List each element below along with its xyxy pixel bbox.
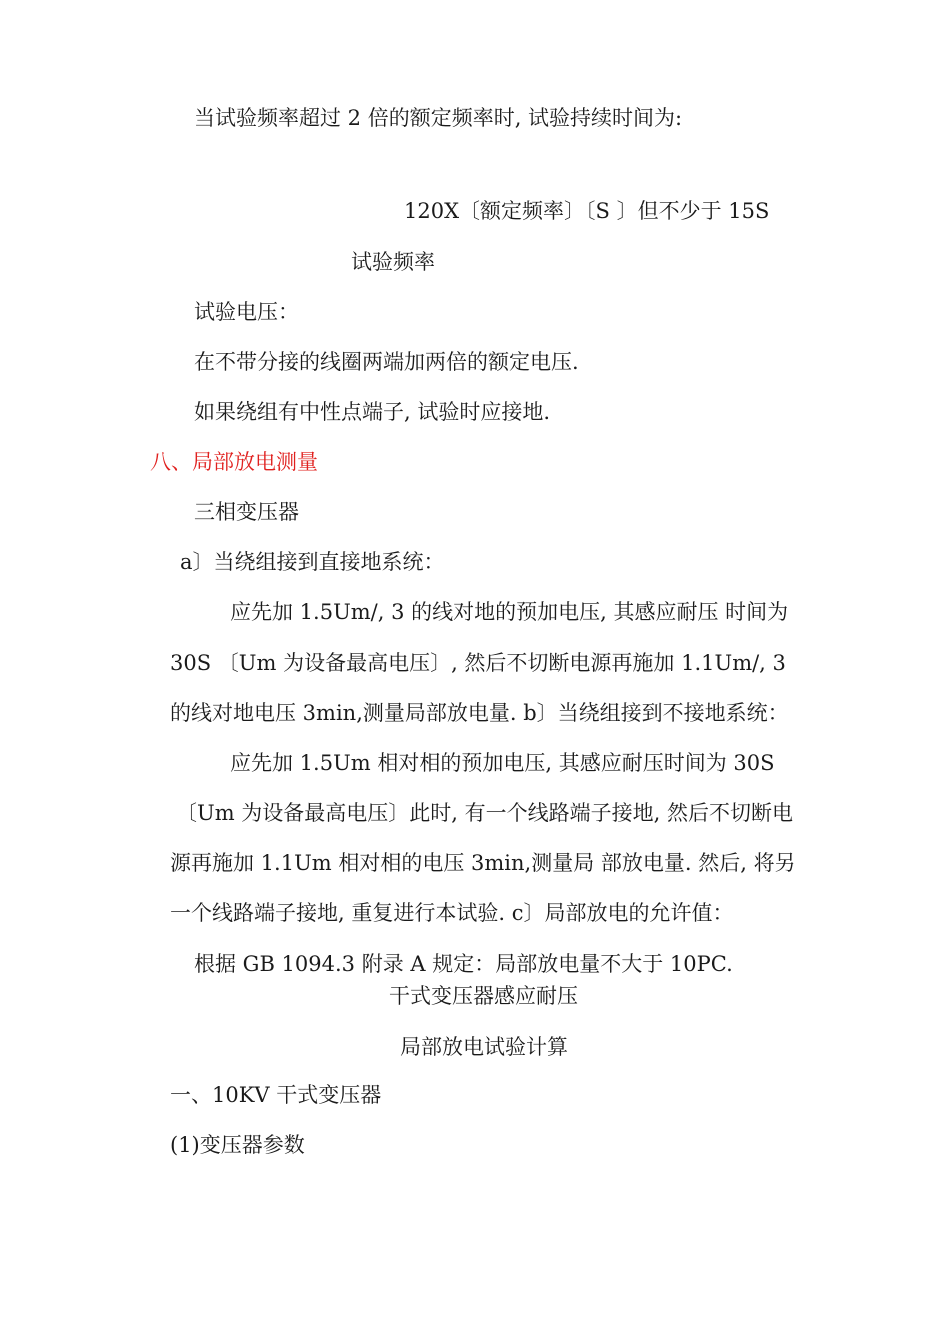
text-line: 试验电压： <box>194 300 299 324</box>
paragraph-line: 〔Um 为设备最高电压〕此时, 有一个线路端子接地, 然后不切断电 <box>176 801 793 825</box>
text-line: 根据 GB 1094.3 附录 A 规定：局部放电量不大于 10PC. <box>194 952 733 976</box>
paragraph-line: 应先加 1.5Um/, 3 的线对地的预加电压, 其感应耐压 时间为 <box>230 600 789 624</box>
text-line: 在不带分接的线圈两端加两倍的额定电压. <box>194 350 579 374</box>
section-heading: 八、局部放电测量 <box>150 450 318 474</box>
paragraph-line: 30S 〔Um 为设备最高电压〕, 然后不切断电源再施加 1.1Um/, 3 <box>170 651 786 675</box>
subtitle: 干式变压器感应耐压 <box>389 984 578 1008</box>
formula-line: 120X〔额定频率〕〔S 〕但不少于 15S <box>404 199 770 223</box>
paragraph-line: 的线对地电压 3min,测量局部放电量. b〕当绕组接到不接地系统： <box>170 701 789 725</box>
text-line: 如果绕组有中性点端子, 试验时应接地. <box>194 400 551 424</box>
subsection-heading: (1)变压器参数 <box>170 1133 305 1157</box>
subtitle: 局部放电试验计算 <box>400 1035 568 1059</box>
paragraph-line: 一个线路端子接地, 重复进行本试验. c〕局部放电的允许值： <box>170 901 734 925</box>
formula-denominator: 试验频率 <box>351 250 435 274</box>
paragraph-line: 应先加 1.5Um 相对相的预加电压, 其感应耐压时间为 30S <box>230 751 775 775</box>
text-line: 三相变压器 <box>194 500 299 524</box>
text-line: 当试验频率超过 2 倍的额定频率时, 试验持续时间为: <box>194 106 683 130</box>
section-heading: 一、10KV 干式变压器 <box>170 1083 382 1107</box>
text-line: a〕当绕组接到直接地系统： <box>180 550 445 574</box>
paragraph-line: 源再施加 1.1Um 相对相的电压 3min,测量局 部放电量. 然后, 将另 <box>170 851 796 875</box>
